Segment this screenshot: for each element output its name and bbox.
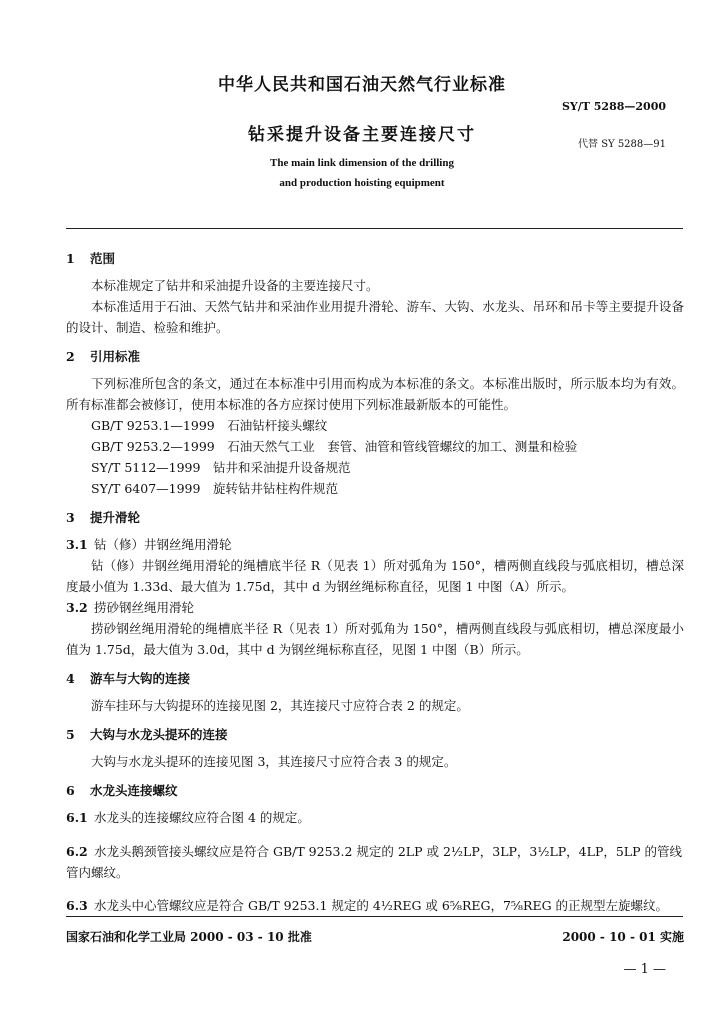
section-3 bbox=[66, 507, 684, 660]
reference-item: SY/T 6407—1999 旋转钻井钻柱构件规范 bbox=[91, 481, 338, 496]
section-heading: 4 游车与大钩的连接 bbox=[66, 671, 191, 686]
document-title: 钻采提升设备主要连接尺寸 bbox=[248, 125, 476, 145]
paragraph: 捞砂钢丝绳用滑轮的绳槽底半径 R（见表 1）所对弧角为 150°，槽两侧直线段与弧底相切，槽总深度最小值为 1.75d，最大值为 3.0d，其中 d 为钢丝绳标称直径，见图 1 中图（B）所示。 bbox=[66, 621, 684, 657]
section-5 bbox=[66, 724, 684, 772]
section-heading: 1 范围 bbox=[66, 251, 116, 266]
section-heading: 3 提升滑轮 bbox=[66, 510, 141, 525]
standard-category-title: 中华人民共和国石油天然气行业标准 bbox=[218, 75, 506, 95]
replaces-note: 代替 SY 5288—91 bbox=[578, 139, 666, 150]
paragraph: 游车挂环与大钩提环的连接见图 2，其连接尺寸应符合表 2 的规定。 bbox=[91, 698, 469, 713]
paragraph: 本标准规定了钻井和采油提升设备的主要连接尺寸。 bbox=[91, 278, 379, 293]
section-4 bbox=[66, 668, 684, 716]
header-divider bbox=[66, 228, 683, 229]
english-title-line-1: The main link dimension of the drilling bbox=[270, 157, 454, 169]
english-title-line-2: and production hoisting equipment bbox=[279, 177, 445, 189]
paragraph: 本标准适用于石油、天然气钻井和采油作业用提升滑轮、游车、大钩、水龙头、吊环和吊卡等主要提升设备的设计、制造、检验和维护。 bbox=[66, 299, 684, 335]
clause: 6.2 水龙头鹅颈管接头螺纹应是符合 GB/T 9253.2 规定的 2LP 或 2½LP，3LP，3½LP，4LP，5LP 的管线管内螺纹。 bbox=[66, 843, 682, 880]
section-6 bbox=[66, 780, 684, 916]
clause: 6.1 水龙头的连接螺纹应符合图 4 的规定。 bbox=[66, 810, 310, 825]
reference-item: GB/T 9253.2—1999 石油天然气工业 套管、油管和管线管螺纹的加工、测量和检验 bbox=[91, 439, 578, 454]
paragraph: 钻（修）井钢丝绳用滑轮的绳槽底半径 R（见表 1）所对弧角为 150°，槽两侧直线段与弧底相切，槽总深度最小值为 1.33d、最大值为 1.75d，其中 d 为钢丝绳标称直径，见图 1 中图（A）所示。 bbox=[66, 558, 684, 594]
subsection-heading: 3.1 钻（修）井钢丝绳用滑轮 bbox=[66, 537, 232, 552]
standard-number: SY/T 5288—2000 bbox=[561, 100, 666, 113]
paragraph: 下列标准所包含的条文，通过在本标准中引用而构成为本标准的条文。本标准出版时，所示版本均为有效。所有标准都会被修订，使用本标准的各方应探讨使用下列标准最新版本的可能性。 bbox=[66, 376, 684, 412]
footer-divider bbox=[66, 916, 683, 917]
clause: 6.3 水龙头中心管螺纹应是符合 GB/T 9253.1 规定的 4½REG 或 6⅝REG，7⅝REG 的正规型左旋螺纹。 bbox=[66, 898, 669, 913]
reference-item: GB/T 9253.1—1999 石油钻杆接头螺纹 bbox=[91, 418, 328, 433]
page-number: — 1 — bbox=[623, 962, 666, 977]
paragraph: 大钩与水龙头提环的连接见图 3，其连接尺寸应符合表 3 的规定。 bbox=[91, 754, 457, 769]
section-2 bbox=[66, 346, 684, 499]
section-heading: 5 大钩与水龙头提环的连接 bbox=[66, 727, 228, 742]
approval-info: 国家石油和化学工业局 2000 - 03 - 10 批准 bbox=[66, 930, 312, 944]
implementation-date: 2000 - 10 - 01 实施 bbox=[562, 930, 684, 944]
section-1 bbox=[66, 248, 684, 338]
section-heading: 2 引用标准 bbox=[66, 349, 141, 364]
document-body bbox=[66, 240, 684, 929]
section-heading: 6 水龙头连接螺纹 bbox=[66, 783, 178, 798]
subsection-heading: 3.2 捞砂钢丝绳用滑轮 bbox=[66, 600, 195, 615]
reference-item: SY/T 5112—1999 钻井和采油提升设备规范 bbox=[91, 460, 351, 475]
